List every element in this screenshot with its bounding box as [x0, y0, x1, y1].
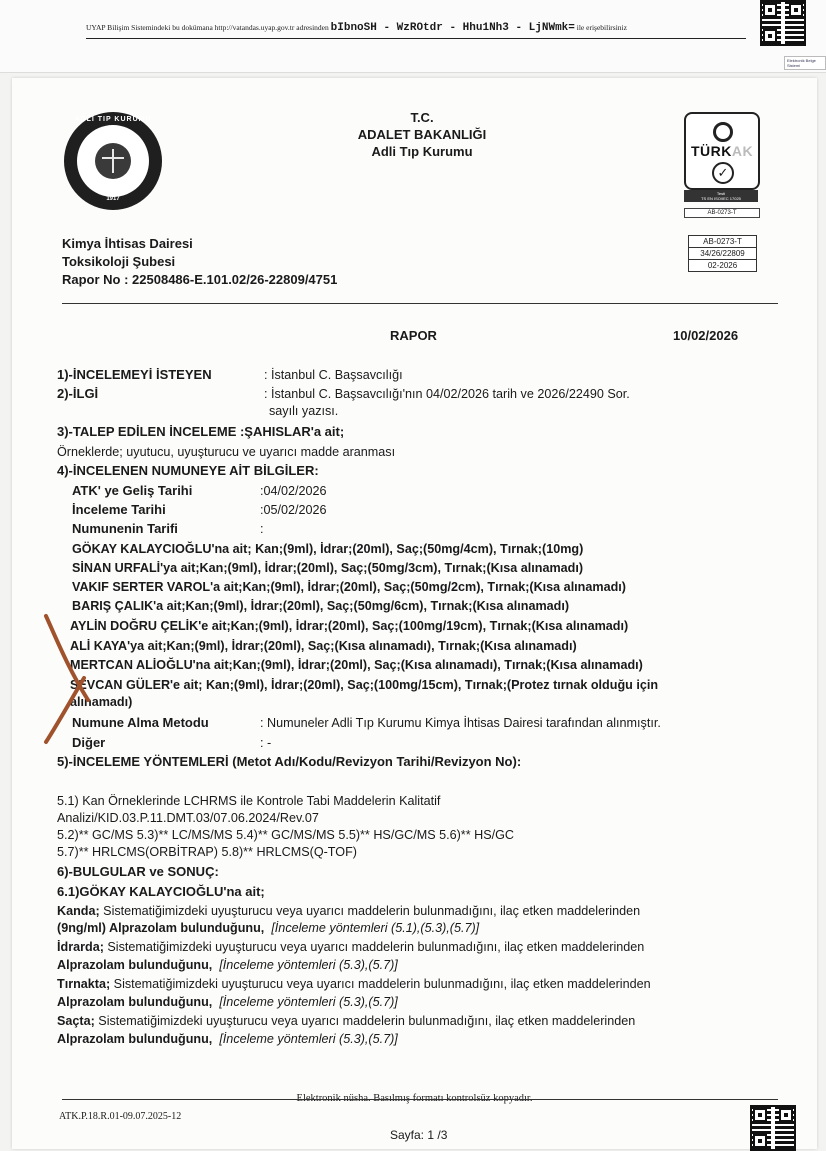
uyap-verification-code[interactable]: bIbnoSH - WzROtdr - Hhu1Nh3 - LjNWmk=	[330, 22, 575, 34]
s4-method-value: : Numuneler Adli Tıp Kurumu Kimya İhtisas Dairesi tarafından alınmıştır.	[260, 716, 661, 730]
header-institute: Adli Tıp Kurumu	[371, 144, 473, 159]
finding-line	[57, 904, 640, 918]
finding-line	[57, 940, 644, 954]
finding-ref: [İnceleme yöntemleri (5.3),(5.7)]	[219, 1032, 398, 1046]
finding-head: Kanda;	[57, 904, 100, 918]
accreditation-bar-2: TS EN ISO/IEC 17025	[701, 196, 741, 201]
accreditation-bar-1: Testi	[716, 191, 726, 196]
s6-label: 6)-BULGULAR ve SONUÇ:	[57, 864, 219, 879]
dept-line-2: Toksikoloji Şubesi	[62, 254, 176, 269]
finding-ref: [İnceleme yöntemleri (5.3),(5.7)]	[219, 958, 398, 972]
s3-label: 3)-TALEP EDİLEN İNCELEME :ŞAHISLAR'a ait;	[57, 424, 345, 439]
s4-exam-value: :05/02/2026	[260, 503, 327, 517]
sample-line: VAKIF SERTER VAROL'a ait;Kan;(9ml), İdrar;(20ml), Saç;(50mg/2cm), Tırnak;(Kısa alınamadı)	[72, 580, 626, 594]
qr-code-icon	[760, 0, 806, 46]
s4-label: 4)-İNCELENEN NUMUNEYE AİT BİLGİLER:	[57, 463, 319, 478]
logo-year: 1917	[106, 196, 120, 202]
finding-ref: [İnceleme yöntemleri (5.1),(5.3),(5.7)]	[271, 921, 480, 935]
finding-head: Saçta;	[57, 1014, 95, 1028]
sample-line: BARIŞ ÇALIK'a ait;Kan;(9ml), İdrar;(20ml), Saç;(50mg/6cm), Tırnak;(Kısa alınamadı)	[72, 599, 570, 613]
s5-label: 5)-İNCELEME YÖNTEMLERİ (Metot Adı/Kodu/Revizyon Tarihi/Revizyon No):	[57, 754, 522, 769]
sample-line: AYLİN DOĞRU ÇELİK'e ait;Kan;(9ml), İdrar;(20ml), Saç;(100mg/19cm), Tırnak;(Kısa alınamadı)	[70, 619, 629, 633]
s2-value-2: sayılı yazısı.	[269, 404, 339, 418]
s4-method-label: Numune Alma Metodu	[72, 715, 209, 730]
electronic-copy-notice: Elektronik nüsha. Basılmış formatı kontrolsüz kopyadır.	[296, 1093, 533, 1104]
s4-atk-value: :04/02/2026	[260, 484, 327, 498]
finding-result: (9ng/ml) Alprazolam bulunduğunu,	[57, 921, 265, 935]
s4-atk-label: ATK' ye Geliş Tarihi	[72, 483, 193, 498]
page-number: Sayfa: 1 /3	[390, 1128, 448, 1142]
finding-line-2	[57, 958, 398, 972]
finding-line	[57, 1014, 635, 1028]
sample-line: MERTCAN ALİOĞLU'na ait;Kan;(9ml), İdrar;(20ml), Saç;(Kısa alınamadı), Tırnak;(Kısa alınamadı)	[70, 658, 643, 672]
header-ministry: ADALET BAKANLIĞI	[357, 127, 487, 142]
uyap-header-strip	[0, 0, 826, 73]
footer-divider	[62, 1099, 778, 1100]
s3-text: Örneklerde; uyutucu, uyuşturucu ve uyarıcı madde aranması	[57, 445, 396, 459]
finding-line-2	[57, 921, 479, 935]
adli-tip-logo	[64, 112, 162, 210]
qr-code-icon	[750, 1105, 796, 1151]
sample-line: GÖKAY KALAYCIOĞLU'na ait; Kan;(9ml), İdrar;(20ml), Saç;(50mg/4cm), Tırnak;(10mg)	[72, 542, 584, 556]
s1-value: : İstanbul C. Başsavcılığı	[264, 368, 403, 382]
finding-line-2	[57, 1032, 398, 1046]
s5-methods-row-3: 5.7)** HRLCMS(ORBİTRAP) 5.8)** HRLCMS(Q-TOF)	[57, 845, 357, 859]
dept-line-1: Kimya İhtisas Dairesi	[62, 236, 193, 251]
finding-line	[57, 977, 651, 991]
report-page	[12, 78, 817, 1149]
turkak-logo	[684, 112, 760, 190]
finding-ref: [İnceleme yöntemleri (5.3),(5.7)]	[219, 995, 398, 1009]
s4-other-label: Diğer	[72, 735, 106, 750]
report-title: RAPOR	[390, 328, 437, 343]
s2-label: 2)-İLGİ	[57, 386, 99, 401]
uyap-prefix: UYAP Bilişim Sistemindeki bu dokümana http://vatandas.uyap.gov.tr adresinden	[86, 23, 329, 32]
s4-desc-value: :	[260, 522, 264, 536]
stamp-line: AB-0273-T	[689, 236, 756, 248]
stamp-line: 34/26/22809	[689, 248, 756, 260]
turkak-brand-a: TÜRK	[690, 143, 732, 159]
uyap-access-line	[86, 22, 746, 39]
finding-result: Alprazolam bulunduğunu,	[57, 958, 213, 972]
s5-method-1a: 5.1) Kan Örneklerinde LCHRMS ile Kontrole Tabi Maddelerin Kalitatif	[57, 794, 441, 808]
finding-rest: Sistematiğimizdeki uyuşturucu veya uyarıcı maddelerin bulunmadığını, ilaç etken maddelerinden	[94, 1014, 636, 1028]
finding-rest: Sistematiğimizdeki uyuşturucu veya uyarıcı maddelerin bulunmadığını, ilaç etken maddelerinden	[99, 904, 641, 918]
stamp-line: 02-2026	[707, 261, 738, 270]
accreditation-stamp	[688, 235, 757, 272]
report-date: 10/02/2026	[673, 328, 739, 343]
logo-top-text: ADLİ TIP KURUMU	[74, 116, 152, 123]
finding-head: İdrarda;	[57, 940, 104, 954]
sample-line: SEVCAN GÜLER'e ait; Kan;(9ml), İdrar;(20ml), Saç;(100mg/15cm), Tırnak;(Protez tırnak olduğu için	[70, 678, 659, 692]
s5-methods-row-2: 5.2)** GC/MS 5.3)** LC/MS/MS 5.4)** GC/MS/MS 5.5)** HS/GC/MS 5.6)** HS/GC	[57, 828, 514, 842]
s5-method-1b: Analizi/KID.03.P.11.DMT.03/07.06.2024/Rev.07	[57, 811, 319, 825]
sample-line: ALİ KAYA'ya ait;Kan;(9ml), İdrar;(20ml), Saç;(Kısa alınamadı), Tırnak;(Kısa alınamadı)	[70, 639, 577, 653]
e-signature-badge: Elektronik Belge Sistemi	[784, 56, 826, 70]
s4-other-value: : -	[260, 736, 272, 750]
finding-rest: Sistematiğimizdeki uyuşturucu veya uyarıcı maddelerin bulunmadığını, ilaç etken maddelerinden	[103, 940, 645, 954]
check-icon: ✓	[712, 162, 734, 184]
s1-label: 1)-İNCELEMEYİ İSTEYEN	[57, 367, 212, 382]
sample-line: SİNAN URFALİ'ya ait;Kan;(9ml), İdrar;(20ml), Saç;(50mg/3cm), Tırnak;(Kısa alınamadı)	[72, 561, 584, 575]
form-code: ATK.P.18.R.01-09.07.2025-12	[59, 1111, 182, 1122]
accreditation-bar	[684, 190, 758, 202]
finding-line-2	[57, 995, 398, 1009]
accreditation-code: AB-0273-T	[684, 208, 760, 218]
s6-sub: 6.1)GÖKAY KALAYCIOĞLU'na ait;	[57, 884, 265, 899]
uyap-suffix: ile erişebilirsiniz	[576, 23, 627, 32]
finding-head: Tırnakta;	[57, 977, 111, 991]
s2-value-1: : İstanbul C. Başsavcılığı'nın 04/02/2026 tarih ve 2026/22490 Sor.	[264, 387, 630, 401]
header-divider	[62, 303, 778, 304]
finding-rest: Sistematiğimizdeki uyuşturucu veya uyarıcı maddelerin bulunmadığını, ilaç etken maddelerinden	[110, 977, 651, 991]
header-tc: T.C.	[410, 110, 434, 125]
turkak-brand-b: AK	[731, 143, 754, 159]
s4-exam-label: İnceleme Tarihi	[72, 502, 166, 517]
report-number: Rapor No : 22508486-E.101.02/26-22809/4751	[62, 272, 338, 287]
finding-result: Alprazolam bulunduğunu,	[57, 995, 213, 1009]
sample-line-cont: alınamadı)	[70, 695, 133, 709]
crescent-icon	[713, 122, 733, 142]
s4-desc-label: Numunenin Tarifi	[72, 521, 178, 536]
finding-result: Alprazolam bulunduğunu,	[57, 1032, 213, 1046]
